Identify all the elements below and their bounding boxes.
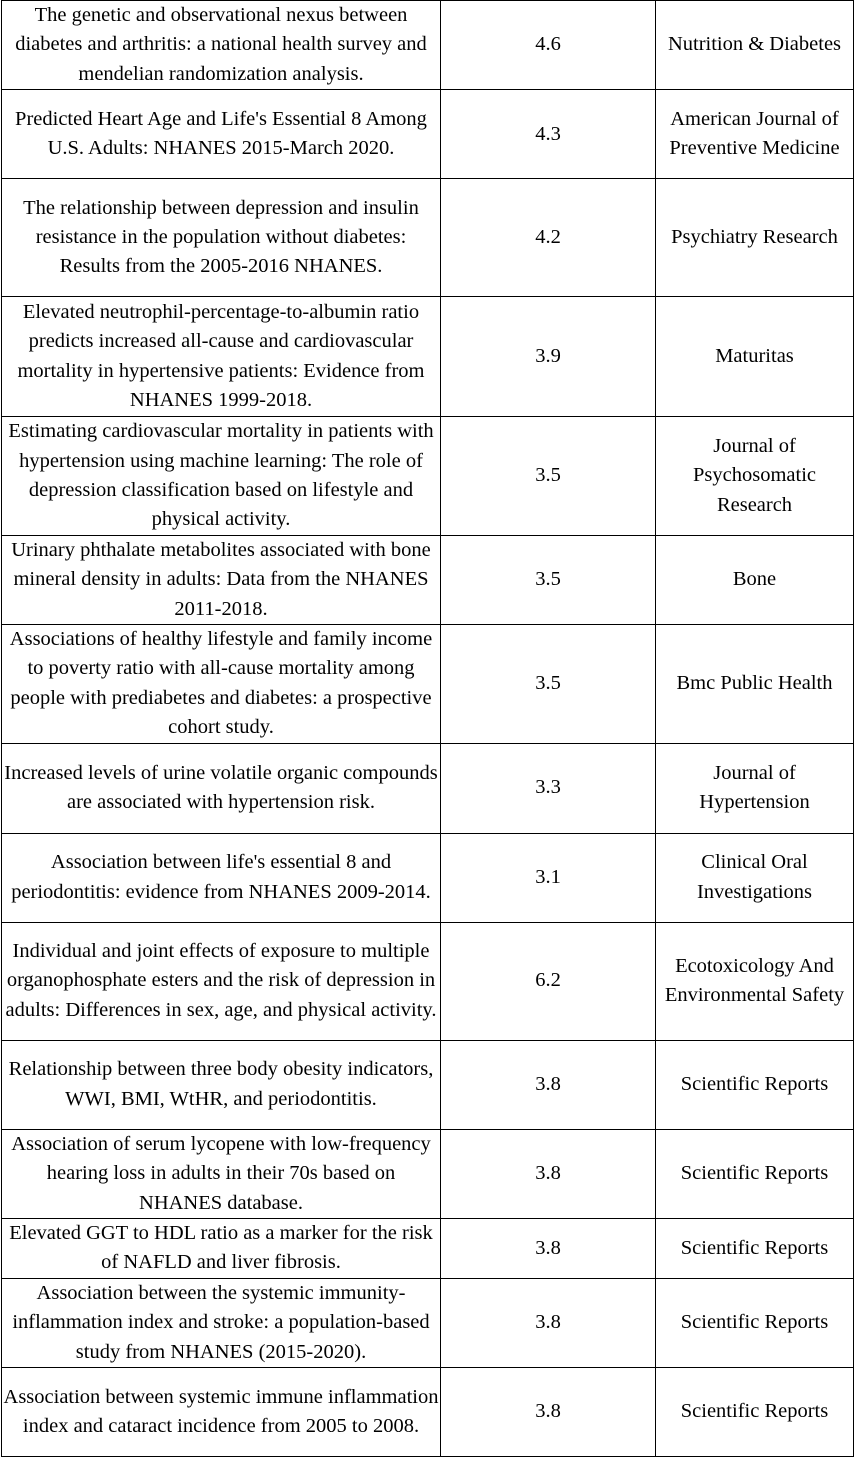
impact-factor: 3.8	[441, 1218, 656, 1278]
impact-factor: 4.2	[441, 179, 656, 297]
table-row	[2, 922, 854, 1040]
journal-name: Scientific Reports	[656, 1218, 854, 1278]
article-title: Increased levels of urine volatile organic compounds are associated with hypertension risk.	[2, 743, 441, 833]
impact-factor: 3.9	[441, 297, 656, 417]
impact-factor: 3.8	[441, 1368, 656, 1457]
article-title: Association between the systemic immunity-inflammation index and stroke: a population-based study from NHANES (2015-2020).	[2, 1278, 441, 1367]
article-title: The relationship between depression and insulin resistance in the population without diabetes: Results from the 2005-2016 NHANES.	[2, 179, 441, 297]
impact-factor: 4.6	[441, 1, 656, 90]
journal-name: Journal of Psychosomatic Research	[656, 417, 854, 536]
article-title: Urinary phthalate metabolites associated with bone mineral density in adults: Data from the NHANES 2011-2018.	[2, 535, 441, 624]
journal-name: Clinical Oral Investigations	[656, 833, 854, 922]
impact-factor: 3.8	[441, 1129, 656, 1218]
table-row	[2, 535, 854, 624]
impact-factor: 3.1	[441, 833, 656, 922]
impact-factor: 3.8	[441, 1040, 656, 1129]
impact-factor: 6.2	[441, 922, 656, 1040]
article-title: Associations of healthy lifestyle and family income to poverty ratio with all-cause mortality among people with prediabetes and diabetes: a prospective cohort study.	[2, 625, 441, 744]
article-title: Individual and joint effects of exposure to multiple organophosphate esters and the risk of depression in adults: Differences in sex, age, and physical activity.	[2, 922, 441, 1040]
journal-name: Scientific Reports	[656, 1278, 854, 1367]
journal-name: American Journal of Preventive Medicine	[656, 90, 854, 179]
impact-factor: 4.3	[441, 90, 656, 179]
journal-name: Scientific Reports	[656, 1368, 854, 1457]
impact-factor: 3.5	[441, 625, 656, 744]
article-title: Elevated GGT to HDL ratio as a marker for the risk of NAFLD and liver fibrosis.	[2, 1218, 441, 1278]
journal-name: Journal of Hypertension	[656, 743, 854, 833]
impact-factor: 3.3	[441, 743, 656, 833]
article-title: Elevated neutrophil-percentage-to-albumin ratio predicts increased all-cause and cardiovascular mortality in hypertensive patients: Evidence from NHANES 1999-2018.	[2, 297, 441, 417]
journal-name: Maturitas	[656, 297, 854, 417]
article-title: Relationship between three body obesity indicators, WWI, BMI, WtHR, and periodontitis.	[2, 1040, 441, 1129]
publications-table	[1, 0, 854, 1457]
table-row	[2, 417, 854, 536]
table-row	[2, 625, 854, 744]
article-title: Estimating cardiovascular mortality in patients with hypertension using machine learning: The role of depression classification based on lifestyle and physical activity.	[2, 417, 441, 536]
impact-factor: 3.8	[441, 1278, 656, 1367]
article-title: Association between life's essential 8 and periodontitis: evidence from NHANES 2009-2014.	[2, 833, 441, 922]
article-title: Predicted Heart Age and Life's Essential 8 Among U.S. Adults: NHANES 2015-March 2020.	[2, 90, 441, 179]
impact-factor: 3.5	[441, 535, 656, 624]
article-title: Association between systemic immune inflammation index and cataract incidence from 2005 to 2008.	[2, 1368, 441, 1457]
table-row	[2, 90, 854, 179]
journal-name: Scientific Reports	[656, 1040, 854, 1129]
table-row	[2, 297, 854, 417]
journal-name: Psychiatry Research	[656, 179, 854, 297]
table-row	[2, 833, 854, 922]
journal-name: Bone	[656, 535, 854, 624]
article-title: Association of serum lycopene with low-frequency hearing loss in adults in their 70s based on NHANES database.	[2, 1129, 441, 1218]
article-title: The genetic and observational nexus between diabetes and arthritis: a national health survey and mendelian randomization analysis.	[2, 1, 441, 90]
journal-name: Scientific Reports	[656, 1129, 854, 1218]
table-row	[2, 1218, 854, 1278]
table-row	[2, 1278, 854, 1367]
table-row	[2, 179, 854, 297]
journal-name: Ecotoxicology And Environmental Safety	[656, 922, 854, 1040]
table-row	[2, 743, 854, 833]
table-row	[2, 1129, 854, 1218]
journal-name: Bmc Public Health	[656, 625, 854, 744]
impact-factor: 3.5	[441, 417, 656, 536]
table-row	[2, 1, 854, 90]
table-row	[2, 1368, 854, 1457]
table-row	[2, 1040, 854, 1129]
journal-name: Nutrition & Diabetes	[656, 1, 854, 90]
